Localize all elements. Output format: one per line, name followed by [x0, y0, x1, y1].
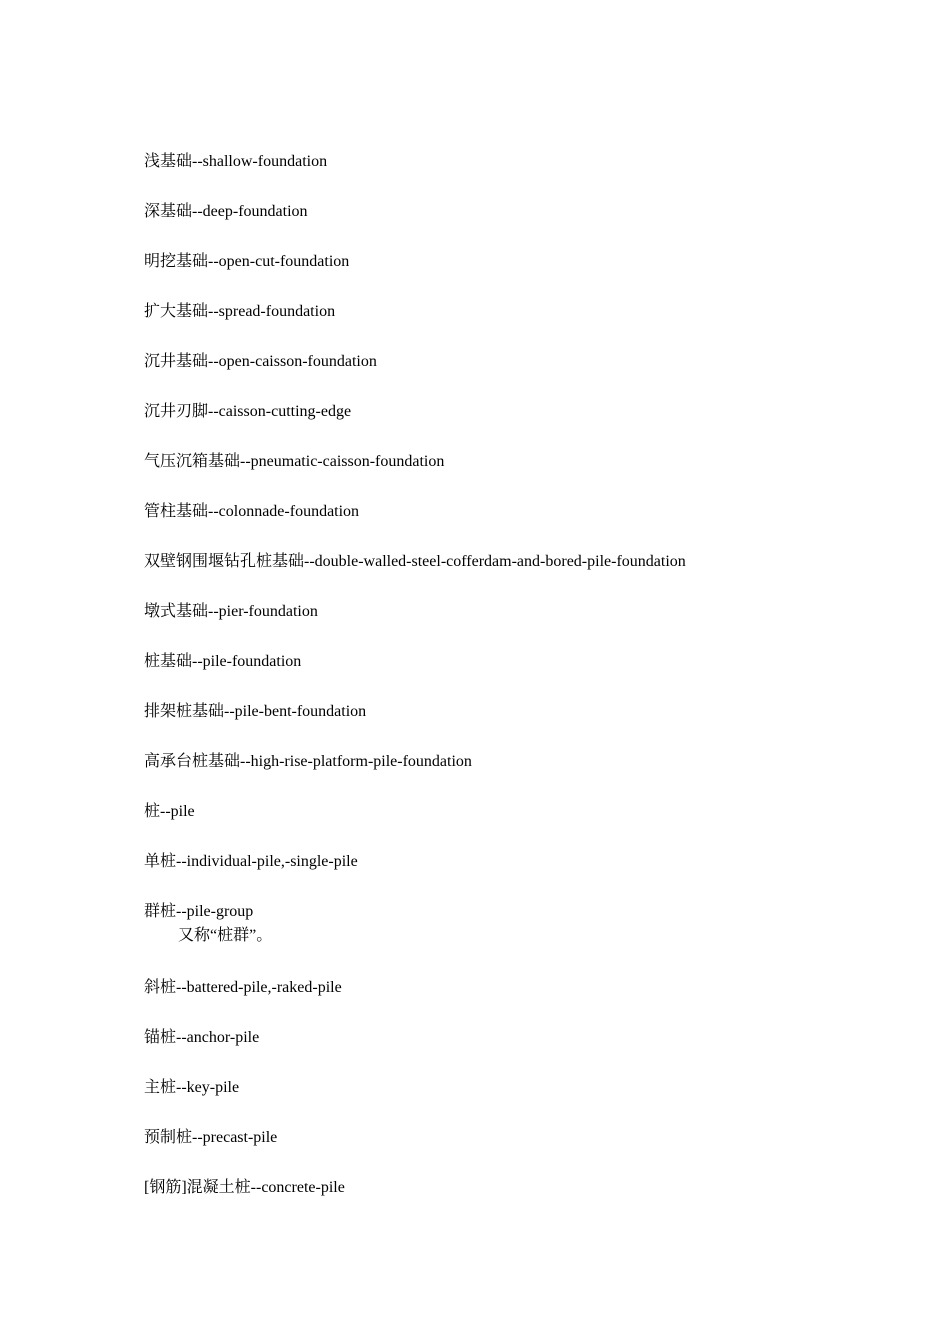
glossary-entry: 斜桩--battered-pile,-raked-pile [144, 979, 342, 996]
glossary-entry: 墩式基础--pier-foundation [144, 603, 318, 620]
glossary-entry: 沉井基础--open-caisson-foundation [144, 353, 377, 370]
glossary-note: 又称“桩群”。 [178, 927, 273, 944]
glossary-entry: 排架桩基础--pile-bent-foundation [144, 703, 367, 720]
glossary-entry: 主桩--key-pile [144, 1079, 240, 1096]
glossary-term: 群桩--pile-group [144, 903, 254, 920]
glossary-entry: 双壁钢围堰钻孔桩基础--double-walled-steel-cofferdam-and-bored-pile-foundation [144, 553, 686, 570]
glossary-entry: 管柱基础--colonnade-foundation [144, 503, 360, 520]
glossary-entry: 单桩--individual-pile,-single-pile [144, 853, 358, 870]
glossary-entry: 高承台桩基础--high-rise-platform-pile-foundation [144, 753, 472, 770]
glossary-entry: 明挖基础--open-cut-foundation [144, 253, 350, 270]
glossary-entry: [钢筋]混凝土桩--concrete-pile [144, 1179, 345, 1196]
glossary-entry-with-note [144, 901, 904, 949]
glossary-entry: 扩大基础--spread-foundation [144, 303, 336, 320]
glossary-entry: 气压沉箱基础--pneumatic-caisson-foundation [144, 453, 445, 470]
glossary-entry: 深基础--deep-foundation [144, 203, 308, 220]
glossary-entry: 锚桩--anchor-pile [144, 1029, 260, 1046]
glossary-entry: 桩基础--pile-foundation [144, 653, 302, 670]
glossary-entry: 预制桩--precast-pile [144, 1129, 278, 1146]
glossary-entry: 沉井刃脚--caisson-cutting-edge [144, 403, 352, 420]
glossary-entry: 浅基础--shallow-foundation [144, 153, 328, 170]
glossary-entry: 桩--pile [144, 803, 195, 820]
glossary-list [144, 151, 904, 1227]
